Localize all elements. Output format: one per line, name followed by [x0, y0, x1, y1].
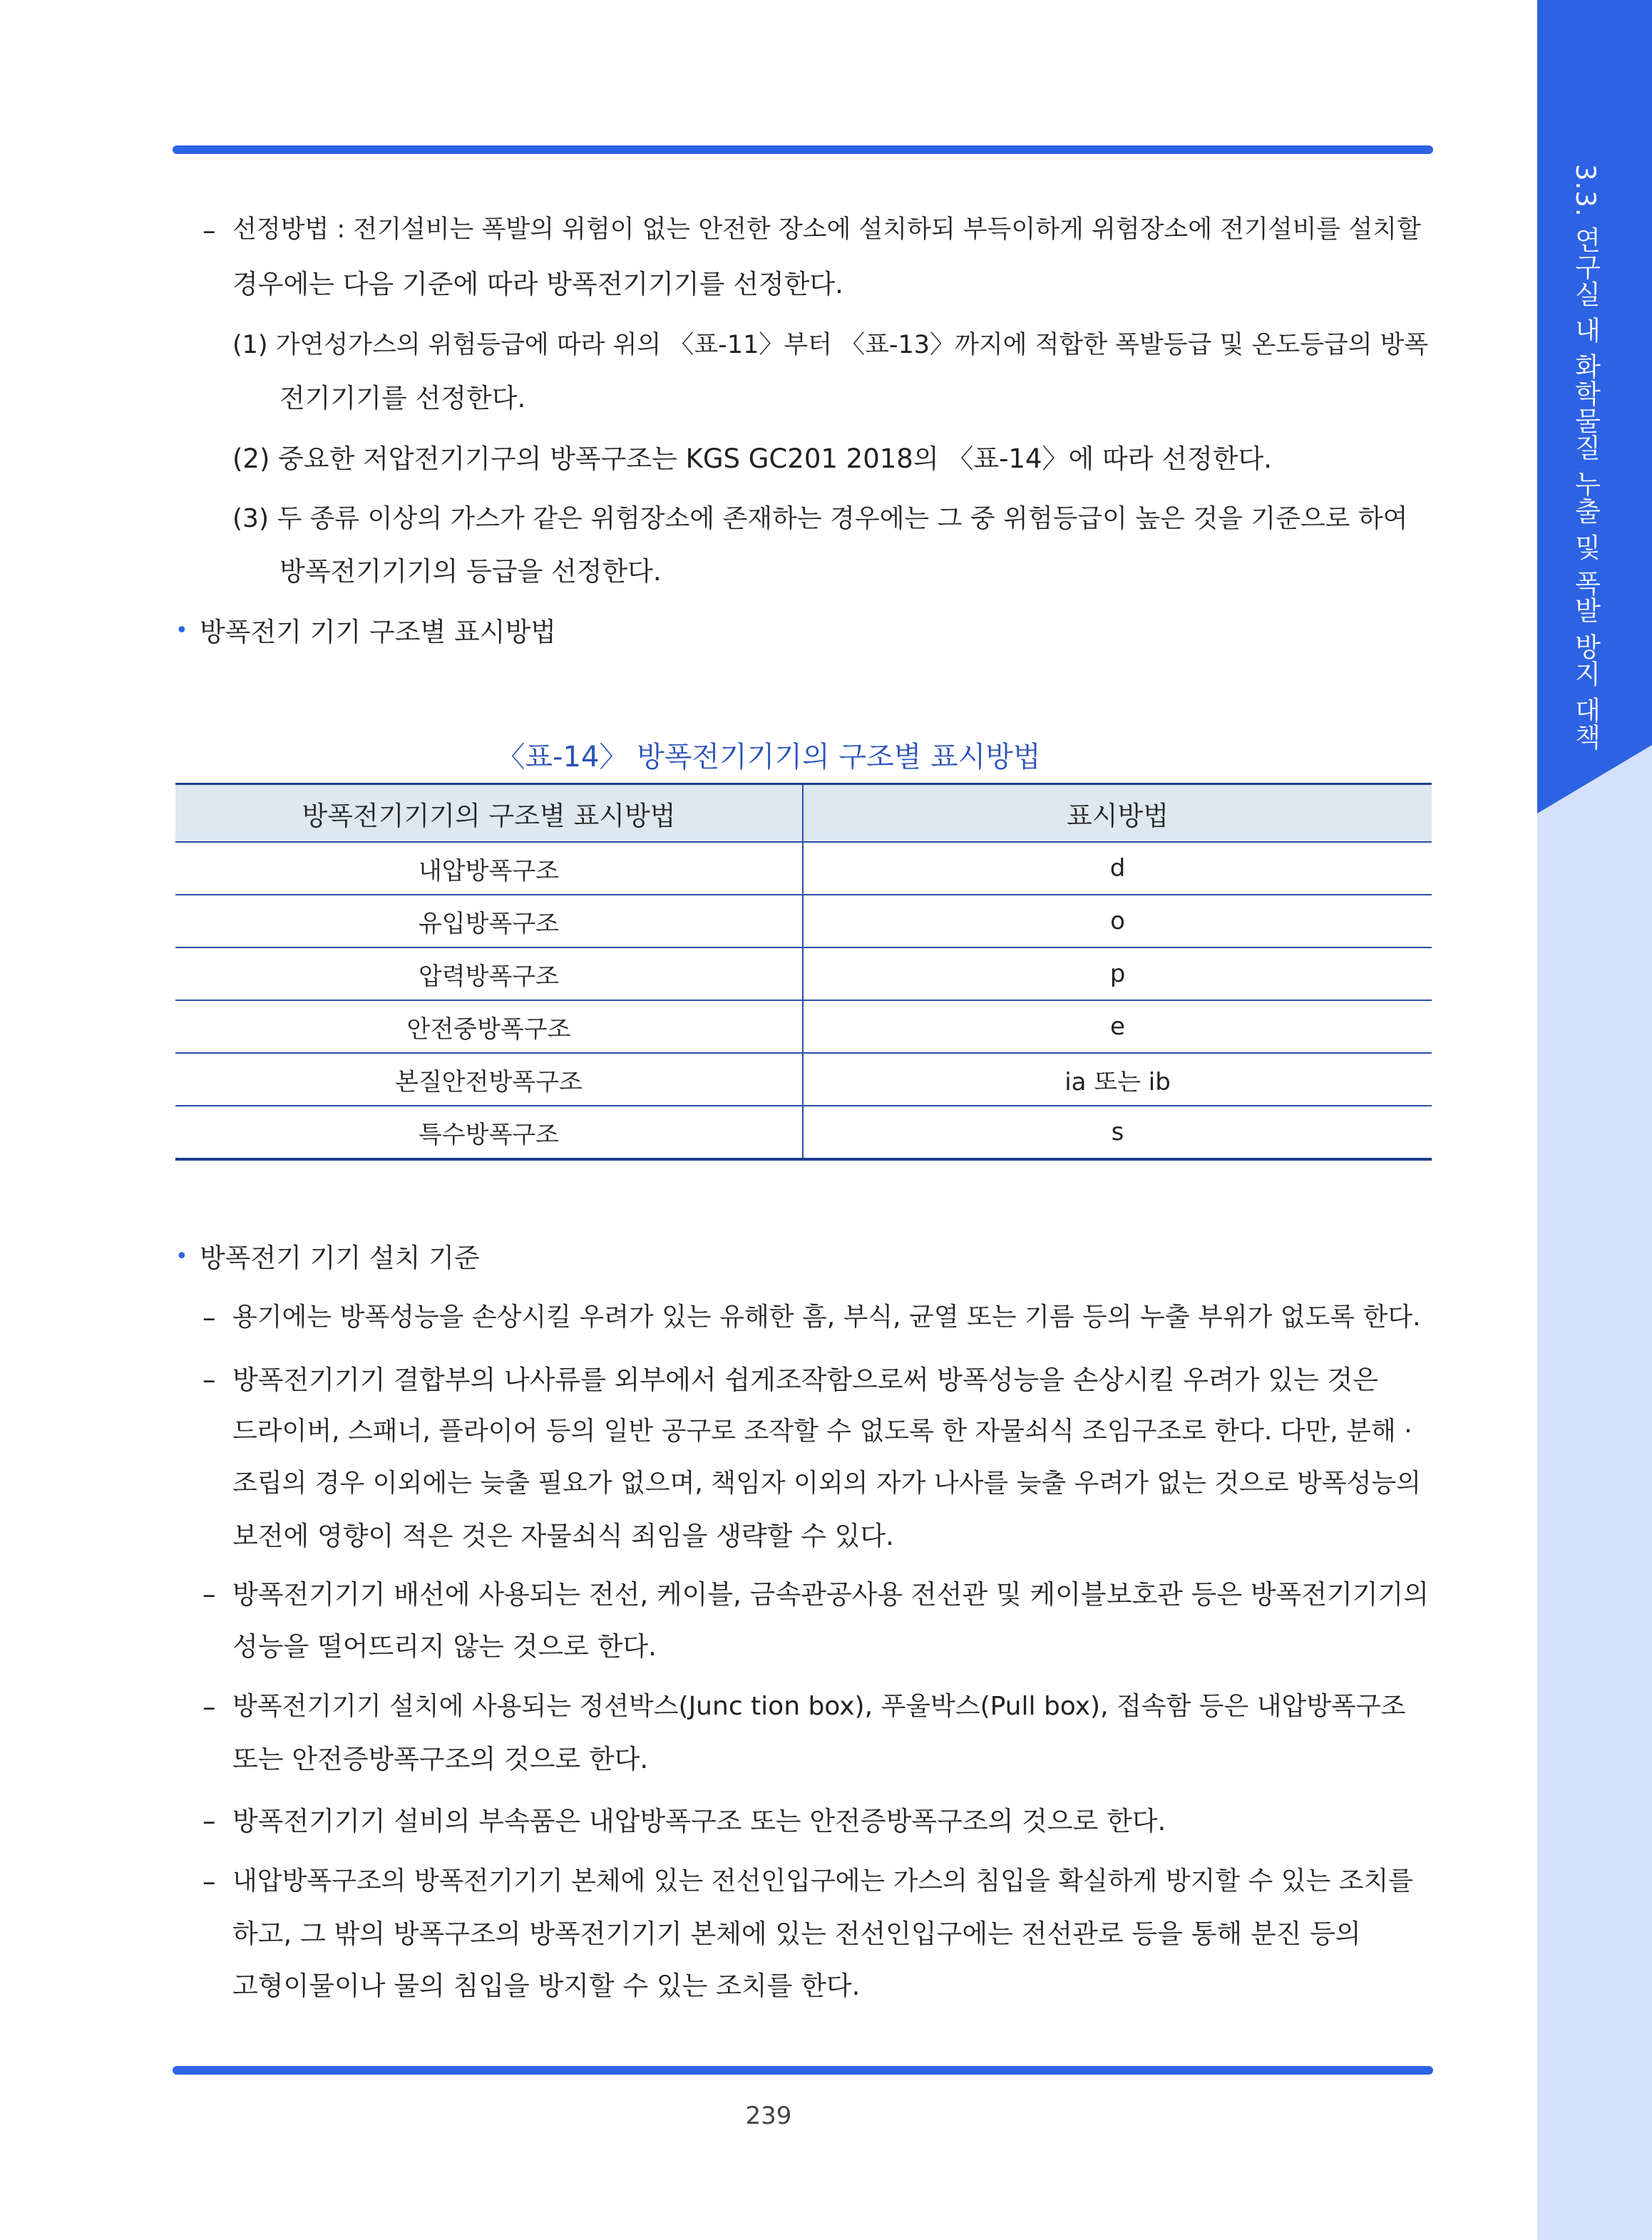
chapter-tab-corner [1537, 745, 1652, 813]
selection-item-3-line-2: 방폭전기기기의 등급을 선정한다. [279, 556, 662, 587]
table-cell-structure: 특수방폭구조 [175, 1106, 803, 1159]
install-item-6-line-3: 고형이물이나 물의 침입을 방지할 수 있는 조치를 한다. [232, 1971, 861, 2001]
table-cell-structure: 내압방폭구조 [175, 842, 803, 895]
table-cell-mark: p [803, 947, 1432, 1000]
dash-marker: – [202, 1579, 216, 1610]
explosion-proof-table [175, 783, 1432, 1161]
table-cell-structure: 본질안전방폭구조 [175, 1053, 803, 1106]
chapter-tab-text: 3.3. 연구실 내 화학물질 누출 및 폭발 방지 대책 [1570, 164, 1601, 751]
install-item-4-line-1: 방폭전기기기 설치에 사용되는 정션박스(Junc tion box), 푸울박스(Pull box), 접속함 등은 내압방폭구조 [232, 1692, 1406, 1721]
footer-rule [173, 2066, 1433, 2075]
selection-line-2: 경우에는 다음 기준에 따라 방폭전기기기를 선정한다. [232, 269, 843, 299]
install-item-2-line-2: 드라이버, 스패너, 플라이어 등의 일반 공구로 조작할 수 없도록 한 자물쇠식 조임구조로 한다. 다만, 분해 · [232, 1417, 1412, 1446]
dash-marker: – [202, 215, 216, 246]
table-header-row [175, 784, 1432, 843]
selection-line-1: 선정방법 : 전기설비는 폭발의 위험이 없는 안전한 장소에 설치하되 부득이하게 위험장소에 전기설비를 설치할 [232, 215, 1421, 244]
install-item-3-line-2: 성능을 떨어뜨리지 않는 것으로 한다. [232, 1631, 657, 1662]
install-item-3-line-1: 방폭전기기기 배선에 사용되는 전선, 케이블, 금속관공사용 전선관 및 케이블보호관 등은 방폭전기기기의 [232, 1579, 1430, 1610]
dash-marker: – [202, 1806, 216, 1836]
install-item-1: 용기에는 방폭성능을 손상시킬 우려가 있는 유해한 흠, 부식, 균열 또는 기름 등의 누출 부위가 없도록 한다. [232, 1303, 1421, 1332]
table-row [175, 1053, 1432, 1106]
install-item-6-line-2: 하고, 그 밖의 방폭구조의 방폭전기기기 본체에 있는 전선인입구에는 전선관로 등을 통해 분진 등의 [232, 1918, 1361, 1949]
table-cell-mark: e [803, 1000, 1432, 1053]
selection-item-1-line-1: (1) 가연성가스의 위험등급에 따라 위의 〈표-11〉부터 〈표-13〉까지에 적합한 폭발등급 및 온도등급의 방폭 [232, 331, 1429, 359]
section-title-install-criteria: 방폭전기 기기 설치 기준 [200, 1243, 480, 1273]
table-caption: 〈표-14〉 방폭전기기기의 구조별 표시방법 [496, 741, 1041, 774]
table-row [175, 947, 1432, 1000]
table-row [175, 1000, 1432, 1053]
page-number: 239 [745, 2102, 792, 2130]
table-row [175, 895, 1432, 947]
table-row [175, 842, 1432, 895]
section-title-display-method: 방폭전기 기기 구조별 표시방법 [200, 617, 556, 647]
install-item-2-line-3: 조립의 경우 이외에는 늦출 필요가 없으며, 책임자 이외의 자가 나사를 늦출 우려가 없는 것으로 방폭성능의 [232, 1469, 1422, 1498]
table-cell-structure: 유입방폭구조 [175, 895, 803, 947]
install-item-2-line-1: 방폭전기기기 결합부의 나사류를 외부에서 쉽게조작함으로써 방폭성능을 손상시킬 우려가 있는 것은 [232, 1365, 1379, 1395]
bullet-marker: • [175, 1244, 188, 1269]
selection-item-2: (2) 중요한 저압전기기구의 방폭구조는 KGS GC201 2018의 〈표-14〉에 따라 선정한다. [232, 443, 1272, 474]
header-rule [173, 145, 1433, 154]
selection-item-3-line-1: (3) 두 종류 이상의 가스가 같은 위험장소에 존재하는 경우에는 그 중 위험등급이 높은 것을 기준으로 하여 [232, 504, 1408, 533]
dash-marker: – [202, 1365, 216, 1395]
table-header-structure: 방폭전기기기의 구조별 표시방법 [175, 784, 803, 843]
bullet-marker: • [175, 618, 188, 643]
table-cell-structure: 안전중방폭구조 [175, 1000, 803, 1053]
dash-marker: – [202, 1303, 216, 1333]
install-item-6-line-1: 내압방폭구조의 방폭전기기기 본체에 있는 전선인입구에는 가스의 침입을 확실하게 방지할 수 있는 조치를 [232, 1866, 1414, 1896]
dash-marker: – [202, 1866, 216, 1897]
selection-item-1-line-2: 전기기기를 선정한다. [279, 383, 526, 413]
table-cell-mark: s [803, 1106, 1432, 1159]
dash-marker: – [202, 1692, 216, 1722]
table-row [175, 1106, 1432, 1159]
install-item-2-line-4: 보전에 영향이 적은 것은 자물쇠식 죄임을 생략할 수 있다. [232, 1521, 894, 1551]
table-cell-mark: ia 또는 ib [803, 1053, 1432, 1106]
table-cell-structure: 압력방폭구조 [175, 947, 803, 1000]
table-cell-mark: o [803, 895, 1432, 947]
install-item-5: 방폭전기기기 설비의 부속품은 내압방폭구조 또는 안전증방폭구조의 것으로 한다. [232, 1806, 1166, 1836]
table-cell-mark: d [803, 842, 1432, 895]
table-header-mark: 표시방법 [803, 784, 1432, 843]
install-item-4-line-2: 또는 안전증방폭구조의 것으로 한다. [232, 1744, 649, 1774]
